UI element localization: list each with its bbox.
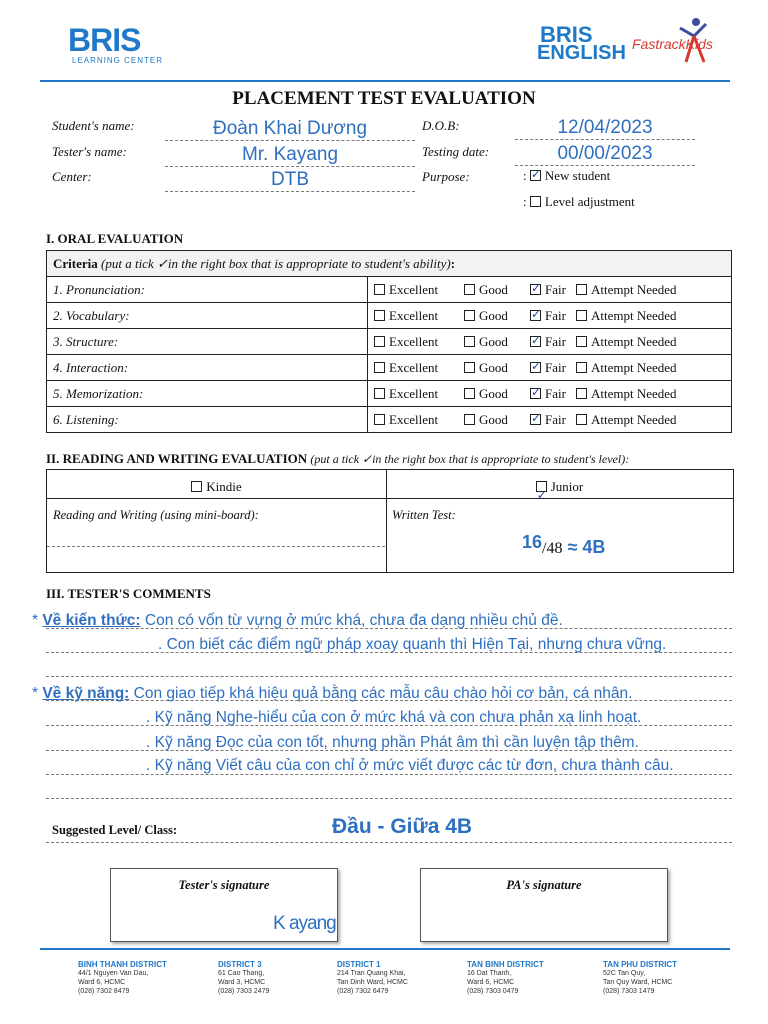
oral-row [47, 407, 732, 433]
comments-heading: III. TESTER'S COMMENTS [46, 586, 211, 601]
written-test-cell [386, 498, 733, 572]
footer-binh-thanh: BINH THANH DISTRICT 44/1 Nguyen Van Dau, Ward 6, HCMC (028) 7302 8479 [78, 960, 167, 995]
footer-tan-phu: TAN PHU DISTRICT 52C Tan Quy, Tan Quy Ward, HCMC (028) 7303 1479 [603, 960, 678, 995]
tester-signature-label: Tester's signature [178, 878, 270, 892]
oral-option-label: Excellent [389, 359, 439, 375]
comment-line [46, 676, 732, 677]
oral-option-label: Fair [545, 385, 566, 401]
oral-option-good[interactable] [464, 360, 530, 376]
oral-option-label: Good [479, 281, 508, 297]
oral-option-good[interactable] [464, 412, 530, 428]
purpose-new-student[interactable]: : ✓New student [523, 168, 610, 184]
mini-board-caption: Reading and Writing (using mini-board): [53, 508, 259, 522]
oral-option-attempt-needed[interactable] [576, 386, 706, 402]
oral-option-good[interactable] [464, 334, 530, 350]
oral-option-checkbox[interactable] [576, 310, 587, 321]
oral-option-label: Attempt Needed [591, 281, 677, 297]
oral-option-fair[interactable] [530, 360, 576, 376]
knowledge-comment-2: . Con biết các điểm ngữ pháp xoay quanh thì Hiện Tại, nhưng chưa vững. [158, 636, 667, 653]
oral-option-good[interactable] [464, 308, 530, 324]
footer-divider [40, 948, 730, 950]
written-test-caption: Written Test: [392, 508, 456, 522]
oral-option-label: Fair [545, 411, 566, 427]
oral-option-fair[interactable] [530, 334, 576, 350]
skills-comment-3: . Kỹ năng Đọc của con tốt, nhưng phần Phát âm thì cần luyện tập thêm. [146, 734, 639, 751]
dob-value: 12/04/2023 [515, 117, 695, 140]
written-test-score: 16/48 ≈ 4B [522, 532, 606, 557]
testing-date-value: 00/00/2023 [515, 143, 695, 166]
comment-line [46, 798, 732, 799]
oral-option-checkbox[interactable] [530, 310, 541, 321]
purpose-label: Purpose: [422, 169, 470, 184]
tester-name-label: Tester's name: [52, 144, 127, 159]
oral-options-cell [368, 407, 732, 433]
kindie-checkbox[interactable] [191, 481, 202, 492]
tester-signature: K ayang [273, 913, 336, 934]
oral-option-checkbox[interactable] [576, 362, 587, 373]
oral-option-excellent[interactable] [374, 282, 464, 298]
oral-option-checkbox[interactable] [374, 362, 385, 373]
oral-option-checkbox[interactable] [464, 284, 475, 295]
pa-signature-box [420, 868, 668, 942]
oral-criterion-label: 1. Pronunciation: [47, 277, 368, 303]
oral-option-good[interactable] [464, 386, 530, 402]
center-value: DTB [165, 169, 415, 192]
oral-option-label: Attempt Needed [591, 333, 677, 349]
mini-board-cell [47, 498, 387, 572]
oral-option-attempt-needed[interactable] [576, 282, 706, 298]
oral-option-fair[interactable] [530, 412, 576, 428]
knowledge-comment-1: * Về kiến thức: Con có vốn từ vựng ở mức khá, chưa đa dạng nhiều chủ đề. [32, 612, 563, 629]
oral-option-fair[interactable] [530, 282, 576, 298]
tester-name-value: Mr. Kayang [165, 144, 415, 167]
oral-option-label: Excellent [389, 307, 439, 323]
junior-option[interactable]: ✓ Junior [386, 470, 733, 499]
oral-option-checkbox[interactable] [374, 284, 385, 295]
oral-option-label: Excellent [389, 281, 439, 297]
mini-board-answer-line [47, 546, 385, 547]
oral-option-label: Excellent [389, 385, 439, 401]
level-adjustment-checkbox[interactable] [530, 196, 541, 207]
oral-criterion-label: 5. Memorization: [47, 381, 368, 407]
oral-option-checkbox[interactable] [576, 388, 587, 399]
oral-options-cell [368, 329, 732, 355]
oral-option-fair[interactable] [530, 308, 576, 324]
student-name-value: Đoàn Khai Dương [165, 118, 415, 141]
oral-row [47, 329, 732, 355]
oral-criterion-label: 3. Structure: [47, 329, 368, 355]
bris-english-logo-bottom: ENGLISH [537, 42, 626, 64]
skills-comment-2: . Kỹ năng Nghe-hiểu của con ở mức khá và con chưa phản xạ linh hoạt. [146, 709, 642, 726]
oral-option-checkbox[interactable] [530, 336, 541, 347]
oral-option-checkbox[interactable] [530, 284, 541, 295]
oral-criterion-label: 4. Interaction: [47, 355, 368, 381]
oral-options-cell [368, 381, 732, 407]
oral-option-checkbox[interactable] [530, 362, 541, 373]
oral-criterion-label: 2. Vocabulary: [47, 303, 368, 329]
oral-option-checkbox[interactable] [464, 336, 475, 347]
oral-row [47, 303, 732, 329]
oral-option-checkbox[interactable] [464, 388, 475, 399]
footer-tan-binh: TAN BINH DISTRICT 16 Dat Thanh, Ward 6, HCMC (028) 7303 0479 [467, 960, 544, 995]
oral-option-excellent[interactable] [374, 308, 464, 324]
oral-option-label: Attempt Needed [591, 411, 677, 427]
dob-label: D.O.B: [422, 118, 460, 133]
student-name-label: Student's name: [52, 118, 135, 133]
suggested-level-line [46, 842, 732, 843]
oral-option-checkbox[interactable] [576, 284, 587, 295]
oral-option-excellent[interactable] [374, 412, 464, 428]
reading-writing-box [46, 469, 734, 573]
criteria-header: Criteria (put a tick ✓in the right box that is appropriate to student's ability): [47, 251, 732, 277]
footer-district-1: DISTRICT 1 214 Tran Quang Khai, Tan Dinh Ward, HCMC (028) 7302 6479 [337, 960, 408, 995]
oral-option-label: Fair [545, 307, 566, 323]
oral-option-checkbox[interactable] [464, 310, 475, 321]
oral-option-excellent[interactable] [374, 386, 464, 402]
testing-date-label: Testing date: [422, 144, 490, 159]
center-label: Center: [52, 169, 92, 184]
oral-option-label: Fair [545, 333, 566, 349]
oral-option-checkbox[interactable] [530, 388, 541, 399]
oral-option-label: Attempt Needed [591, 307, 677, 323]
oral-option-label: Good [479, 359, 508, 375]
oral-option-excellent[interactable] [374, 334, 464, 350]
header-divider [40, 80, 730, 82]
oral-option-checkbox[interactable] [374, 414, 385, 425]
oral-option-checkbox[interactable] [374, 310, 385, 321]
bris-english-logo-top: BRIS [540, 22, 593, 47]
reading-writing-heading: II. READING AND WRITING EVALUATION (put a tick ✓in the right box that is appropriate to student's level): [46, 451, 630, 466]
oral-option-good[interactable] [464, 282, 530, 298]
oral-option-label: Good [479, 411, 508, 427]
oral-option-label: Good [479, 307, 508, 323]
skills-comment-4: . Kỹ năng Viết câu của con chỉ ở mức viết được các từ đơn, chưa thành câu. [146, 757, 674, 774]
oral-evaluation-table [46, 250, 732, 433]
oral-option-attempt-needed[interactable] [576, 334, 706, 350]
oral-option-checkbox[interactable] [576, 414, 587, 425]
oral-option-checkbox[interactable] [374, 336, 385, 347]
skills-comment-1: * Về kỹ năng: Con giao tiếp khá hiệu quả bằng các mẫu câu chào hỏi cơ bản, cá nhân. [32, 685, 633, 702]
oral-option-attempt-needed[interactable] [576, 360, 706, 376]
fastrackkids-logo: FastrackKids [632, 36, 713, 52]
oral-option-label: Good [479, 333, 508, 349]
suggested-level-label: Suggested Level/ Class: [52, 823, 177, 837]
tester-signature-box [110, 868, 338, 942]
new-student-checkbox[interactable] [530, 170, 541, 181]
footer-district-3: DISTRICT 3 61 Cao Thang, Ward 3, HCMC (028) 7303 2479 [218, 960, 270, 995]
logo-subtitle: LEARNING CENTER [72, 56, 164, 65]
suggested-level-value: Đầu - Giữa 4B [332, 815, 473, 838]
oral-criterion-label: 6. Listening: [47, 407, 368, 433]
oral-row [47, 355, 732, 381]
oral-option-label: Excellent [389, 411, 439, 427]
pa-signature-label: PA's signature [506, 878, 582, 892]
oral-option-label: Fair [545, 359, 566, 375]
bris-learning-center-logo: BRIS [68, 22, 141, 58]
purpose-level-adjustment[interactable]: : Level adjustment [523, 194, 635, 209]
oral-evaluation-heading: I. ORAL EVALUATION [46, 231, 184, 246]
oral-option-label: Excellent [389, 333, 439, 349]
oral-option-attempt-needed[interactable] [576, 412, 706, 428]
oral-option-label: Fair [545, 281, 566, 297]
oral-row [47, 277, 732, 303]
oral-option-label: Good [479, 385, 508, 401]
junior-checkbox[interactable] [536, 481, 547, 492]
oral-option-label: Attempt Needed [591, 359, 677, 375]
oral-option-checkbox[interactable] [530, 414, 541, 425]
oral-option-fair[interactable] [530, 386, 576, 402]
oral-row [47, 381, 732, 407]
oral-option-attempt-needed[interactable] [576, 308, 706, 324]
oral-option-checkbox[interactable] [374, 388, 385, 399]
page-title: PLACEMENT TEST EVALUATION [232, 88, 536, 109]
oral-option-excellent[interactable] [374, 360, 464, 376]
oral-option-label: Attempt Needed [591, 385, 677, 401]
oral-options-cell [368, 303, 732, 329]
kindie-option[interactable]: Kindie [47, 470, 387, 499]
oral-option-checkbox[interactable] [464, 362, 475, 373]
oral-options-cell [368, 277, 732, 303]
oral-option-checkbox[interactable] [464, 414, 475, 425]
oral-options-cell [368, 355, 732, 381]
oral-option-checkbox[interactable] [576, 336, 587, 347]
